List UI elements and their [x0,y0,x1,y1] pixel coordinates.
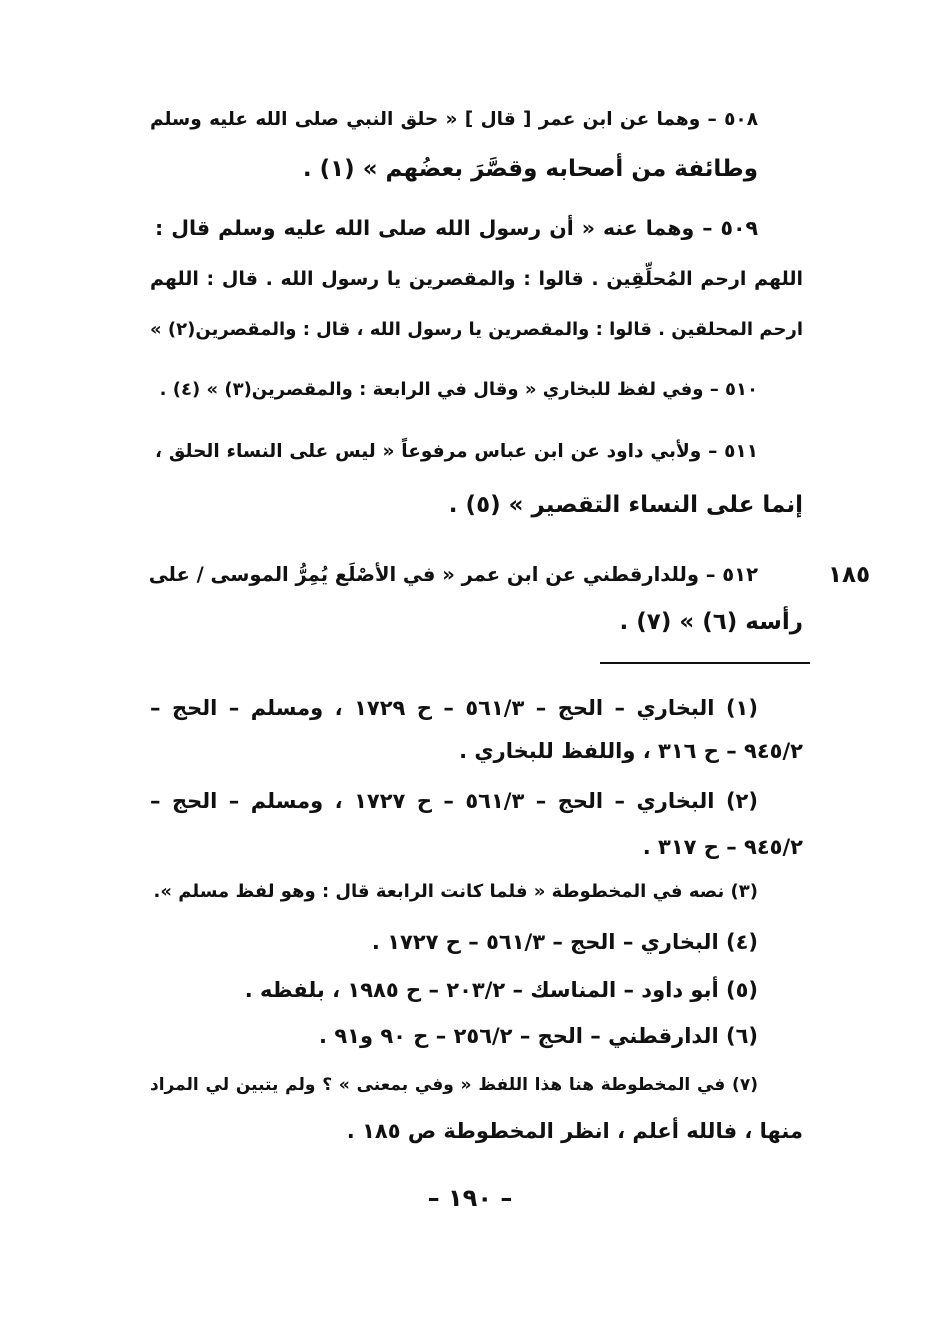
footnote-5: (٥) أبو داود – المناسك – ٢٠٣/٢ – ح ١٩٨٥ ، بلفظه . [244,978,758,1002]
footnote-2-line-2: ٩٤٥/٢ – ح ٣١٧ . [642,835,803,859]
hadith-509-line-2: اللهم ارحم المُحلِّقِين . قالوا : والمقصرين يا رسول الله . قال : اللهم [150,268,803,290]
footnote-7-line-1: (٧) في المخطوطة هنا هذا اللفظ « وفي بمعنى » ؟ ولم يتبين لي المراد [150,1075,758,1095]
footnote-7-line-2: منها ، فالله أعلم ، انظر المخطوطة ص ١٨٥ . [346,1119,803,1143]
manuscript-page-marker: ١٨٥ [828,562,871,588]
hadith-512-line-2: رأسه (٦) » (٧) . [619,609,803,635]
hadith-508-line-2: وطائفة من أصحابه وقصَّرَ بعضُهم » (١) . [302,156,758,182]
footnote-1-line-1: (١) البخاري – الحج – ٥٦١/٣ – ح ١٧٢٩ ، ومسلم – الحج – [150,696,758,720]
footnote-2-line-1: (٢) البخاري – الحج – ٥٦١/٣ – ح ١٧٢٧ ، ومسلم – الحج – [150,789,758,813]
hadith-508-line-1: ٥٠٨ – وهما عن ابن عمر [ قال ] « حلق النبي صلى الله عليه وسلم [150,109,758,130]
hadith-511-line-2: إنما على النساء التقصير » (٥) . [448,492,803,518]
hadith-511-line-1: ٥١١ – ولأبي داود عن ابن عباس مرفوعاً « ليس على النساء الحلق ، [155,441,758,462]
footnote-3: (٣) نصه في المخطوطة « فلما كانت الرابعة قال : وهو لفظ مسلم ». [153,881,758,902]
footnote-separator [600,662,810,664]
hadith-509-line-3: ارحم المحلقين . قالوا : والمقصرين يا رسول الله ، قال : والمقصرين(٢) » [150,319,803,340]
page-number: – ١٩٠ – [427,1184,513,1212]
hadith-512-line-1: ٥١٢ – وللدارقطني عن ابن عمر « في الأصْلَع يُمِرُّ الموسى / على [148,563,758,586]
hadith-509-line-1: ٥٠٩ – وهما عنه « أن رسول الله صلى الله عليه وسلم قال : [155,216,758,240]
footnote-4: (٤) البخاري – الحج – ٥٦١/٣ – ح ١٧٢٧ . [371,930,758,954]
hadith-510-line-1: ٥١٠ – وفي لفظ للبخاري « وقال في الرابعة : والمقصرين(٣) » (٤) . [159,379,758,400]
footnote-6: (٦) الدارقطني – الحج – ٢٥٦/٢ – ح ٩٠ و٩١ . [319,1024,758,1048]
footnote-1-line-2: ٩٤٥/٢ – ح ٣١٦ ، واللفظ للبخاري . [459,739,803,763]
